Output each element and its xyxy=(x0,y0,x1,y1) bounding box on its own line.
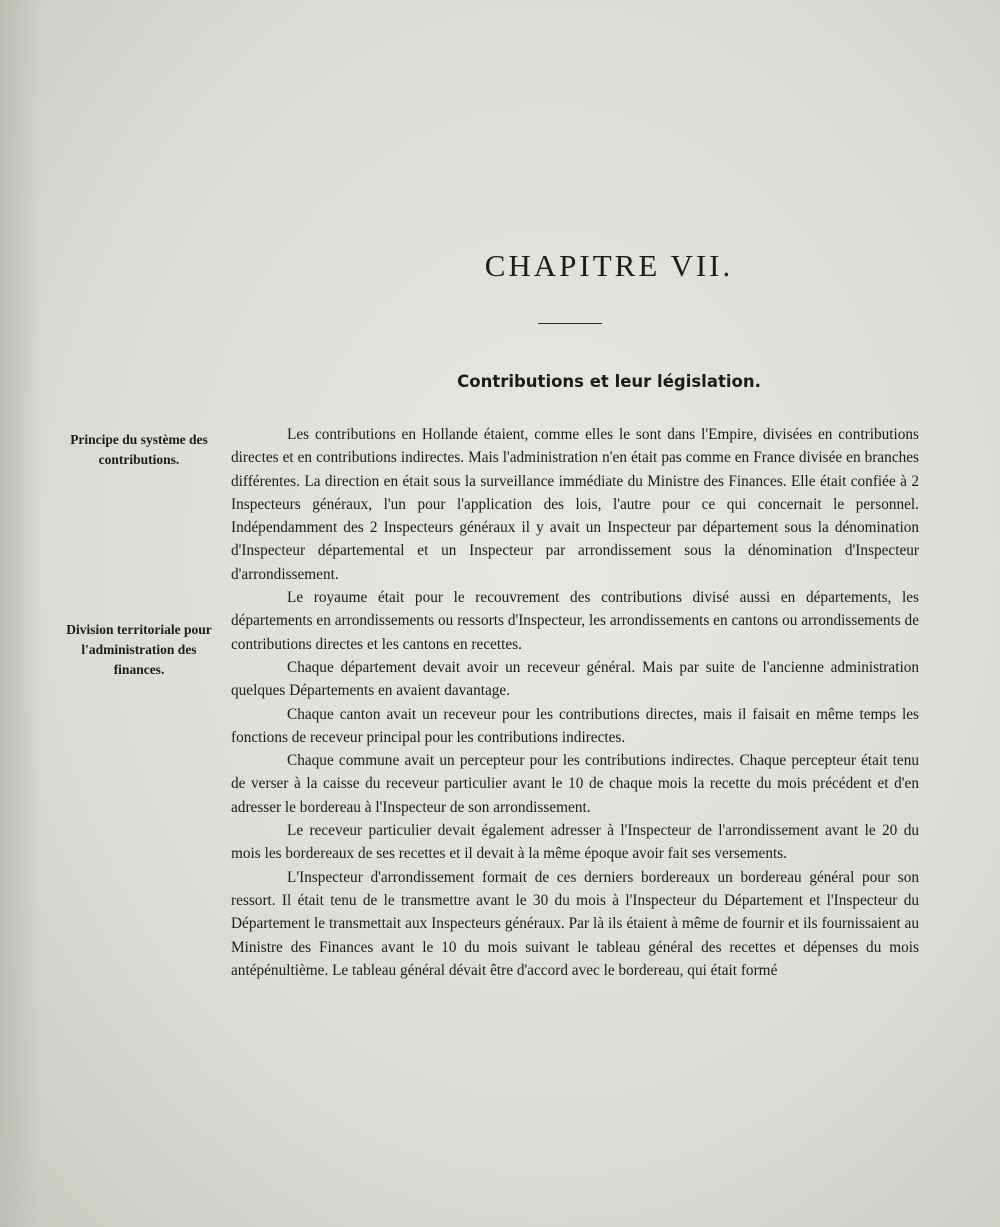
margin-note-principe: Principe du système des contributions. xyxy=(70,432,208,467)
body-text xyxy=(231,423,919,982)
title-rule xyxy=(538,323,602,324)
paragraph: L'Inspecteur d'arrondissement formait de ces derniers bordereaux un bordereau général pour son ressort. Il était tenu de le transmettre avant le 30 du mois à l'Inspecteur du Département et l'Inspecteur du Département le transmettait aux Inspecteurs généraux. Par là ils étaient à même de fournir et ils fournissaient au Ministre des Finances avant le 10 du mois suivant le tableau général des recettes et dépenses du mois antépénultième. Le tableau général dévait être d'accord avec le bordereau, qui était formé xyxy=(231,868,919,979)
paragraph: Chaque canton avait un receveur pour les contributions directes, mais il faisait en même temps les fonctions de receveur principal pour les contributions indirectes. xyxy=(231,705,919,746)
paragraph: Le royaume était pour le recouvrement des contributions divisé aussi en départements, les départements en arrondissements ou ressorts d'Inspecteur, les arrondissements en cantons ou arrondissements de contributions directes et les cantons en recettes. xyxy=(231,589,919,653)
paragraph: Chaque commune avait un percepteur pour les contributions indirectes. Chaque percepteur était tenu de verser à la caisse du receveur particulier avant le 10 de chaque mois la recette du mois précédent et d'en adresser le bordereau à l'Inspecteur de son arrondissement. xyxy=(231,752,919,816)
section-title: Contributions et leur législation. xyxy=(457,372,761,391)
paragraph: Chaque département devait avoir un receveur général. Mais par suite de l'ancienne administration quelques Départements en avaient davantage. xyxy=(231,658,919,700)
binding-shadow xyxy=(0,0,40,1227)
paragraph: Le receveur particulier devait également adresser à l'Inspecteur de l'arrondissement avant le 20 du mois les bordereaux de ses recettes et il devait à la même époque avoir fait ses versements. xyxy=(231,822,919,863)
margin-note-division: Division territoriale pour l'administration des finances. xyxy=(66,622,212,677)
paragraph: Les contributions en Hollande étaient, comme elles le sont dans l'Empire, divisées en contributions directes et en contributions indirectes. Mais l'administration n'en était pas comme en France divisée en branches différentes. La direction en était sous la surveillance immédiate du Ministre des Finances. Elle était confiée à 2 Inspecteurs généraux, l'un pour l'application des lois, l'autre pour ce qui concernait le personnel. Indépendamment des 2 Inspecteurs généraux il y avait un Inspecteur par département sous la dénomination d'Inspecteur départemental et un Inspecteur par arrondissement sous la dénomination d'Inspecteur d'arrondissement. xyxy=(231,426,919,583)
chapter-title: CHAPITRE VII. xyxy=(484,248,734,283)
